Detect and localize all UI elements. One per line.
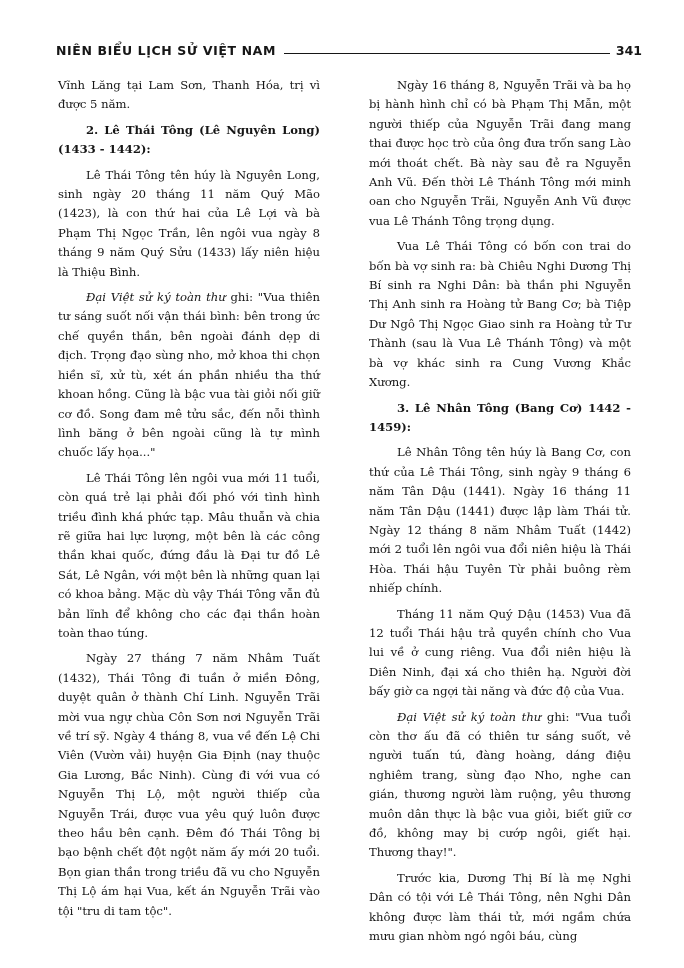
running-head	[56, 38, 642, 58]
section-heading: 3. Lê Nhân Tông (Bang Cơ) 1442 - 1459):	[369, 400, 631, 434]
section-heading: 2. Lê Thái Tông (Lê Nguyên Long) (1433 - 1442):	[58, 122, 320, 157]
source-title: Đại Việt sử ký toàn thư	[397, 709, 542, 724]
paragraph	[369, 708, 631, 863]
left-column	[58, 76, 320, 927]
quote-text: ghi: "Vua tuổi còn thơ ấu đã có thiên tư sáng suốt, vẻ người tuấn tú, đàng hoàng, dáng điệu nghiêm trang, sùng đạo Nho, nghe can gián, thương người làm ruộng, yêu thương muôn dân thực là bậc vua giỏi, biết giữ cơ đồ, không may bị cướp ngôi, giết hại. Thương thay!".	[369, 709, 632, 860]
paragraph: Lê Thái Tông tên húy là Nguyên Long, sinh ngày 20 tháng 11 năm Quý Mão (1423), là con thứ hai của Lê Lợi và bà Phạm Thị Ngọc Trần, lên ngôi vua ngày 8 tháng 9 năm Quý Sửu (1433) lấy niên hiệu là Thiệu Bình.	[58, 167, 320, 279]
right-column	[369, 76, 631, 952]
paragraph: Lê Thái Tông lên ngôi vua mới 11 tuổi, còn quá trẻ lại phải đối phó với tình hình triều đình khá phức tạp. Mâu thuẫn và chia rẽ giữa hai lực lượng, một bên là các công thần khai quốc, đứng đầu là Đại tư đồ Lê Sát, Lê Ngân, với một bên là những quan lại có khoa bảng. Mặc dù vậy Thái Tông vẫn đủ bản lĩnh để không cho các đại thần hoàn toàn thao túng.	[58, 470, 320, 640]
running-head-rule	[284, 53, 610, 54]
paragraph: Trước kia, Dương Thị Bí là mẹ Nghi Dân có tội với Lê Thái Tông, nên Nghi Dân không được làm thái tử, mới ngầm chứa mưu gian nhòm ngó ngôi báu, cùng	[369, 870, 631, 944]
paragraph: Ngày 16 tháng 8, Nguyễn Trãi và ba họ bị hành hình chỉ có bà Phạm Thị Mẫn, một người thiếp của Nguyễn Trãi đang mang thai được học trò của ông đưa trốn sang Lào mới thoát chết. Bà này sau đẻ ra Nguyễn Anh Vũ. Đến thời Lê Thánh Tông mới minh oan cho Nguyễn Trãi, Nguyễn Anh Vũ được vua Lê Thánh Tông trọng dụng.	[369, 78, 631, 228]
source-title: Đại Việt sử ký toàn thư	[86, 290, 226, 305]
paragraph: Ngày 27 tháng 7 năm Nhâm Tuất (1432), Thái Tông đi tuần ở miền Đông, duyệt quân ở thành Chí Linh. Nguyễn Trãi mời vua ngự chùa Côn Sơn nơi Nguyễn Trãi về trí sỹ. Ngày 4 tháng 8, vua về đến Lệ Chi Viên (Vườn vải) huyện Gia Định (nay thuộc Gia Lương, Bắc Ninh). Cùng đi với vua có Nguyễn Thị Lộ, một người thiếp của Nguyễn Trái, được vua yêu quý luôn được theo hầu bên cạnh. Đêm đó Thái Tông bị bạo bệnh chết đột ngột năm ấy mới 20 tuổi. Bọn gian thần trong triều đã vu cho Nguyễn Thị Lộ ám hại Vua, kết án Nguyễn Trãi vào tội "tru di tam tộc".	[58, 651, 320, 918]
quote-text: ghi: "Vua thiên tư sáng suốt nối vận thái bình: bên trong ức chế quyền thần, bên ngoài đánh dẹp di địch. Trọng đạo sùng nho, mở khoa thi chọn hiền sĩ, xử tù, xét án phần nhiều tha thứ khoan hồng. Cũng là bậc vua tài giỏi nối giữ cơ đồ. Song đam mê tửu sắc, đến nỗi thình lình băng ở bên ngoài cũng là tự mình chuốc lấy họa..."	[58, 290, 320, 460]
page-number: 341	[615, 43, 642, 58]
paragraph	[58, 288, 320, 463]
paragraph: Tháng 11 năm Quý Dậu (1453) Vua đã 12 tuổi Thái hậu trả quyền chính cho Vua lui về ở cung riêng. Vua đổi niên hiệu là Diên Ninh, đại xá cho thiên hạ. Người đời bấy giờ ca ngợi tài năng và đức độ của Vua.	[369, 606, 631, 699]
running-head-title: NIÊN BIỂU LỊCH SỬ VIỆT NAM	[56, 43, 277, 58]
paragraph: Vĩnh Lăng tại Lam Sơn, Thanh Hóa, trị vì được 5 năm.	[58, 78, 320, 112]
paragraph: Lê Nhân Tông tên húy là Bang Cơ, con thứ của Lê Thái Tông, sinh ngày 9 tháng 6 năm Tân Dậu (1441). Ngày 16 tháng 11 năm Tân Dậu (1441) được lập làm Thái tử. Ngày 12 tháng 8 năm Nhâm Tuất (1442) mới 2 tuổi lên ngôi vua đổi niên hiệu là Thái Hòa. Thái hậu Tuyên Từ phải buông rèm nhiếp chính.	[369, 445, 631, 596]
paragraph: Vua Lê Thái Tông có bốn con trai do bốn bà vợ sinh ra: bà Chiêu Nghi Dương Thị Bí sinh ra Nghi Dân: bà thần phi Nguyễn Thị Anh sinh ra Hoàng tử Bang Cơ; bà Tiệp Dư Ngô Thị Ngọc Giao sinh ra Hoàng tử Tư Thành (sau là Vua Lê Thánh Tông) và một bà vợ khác sinh ra Cung Vương Khắc Xương.	[369, 239, 631, 390]
